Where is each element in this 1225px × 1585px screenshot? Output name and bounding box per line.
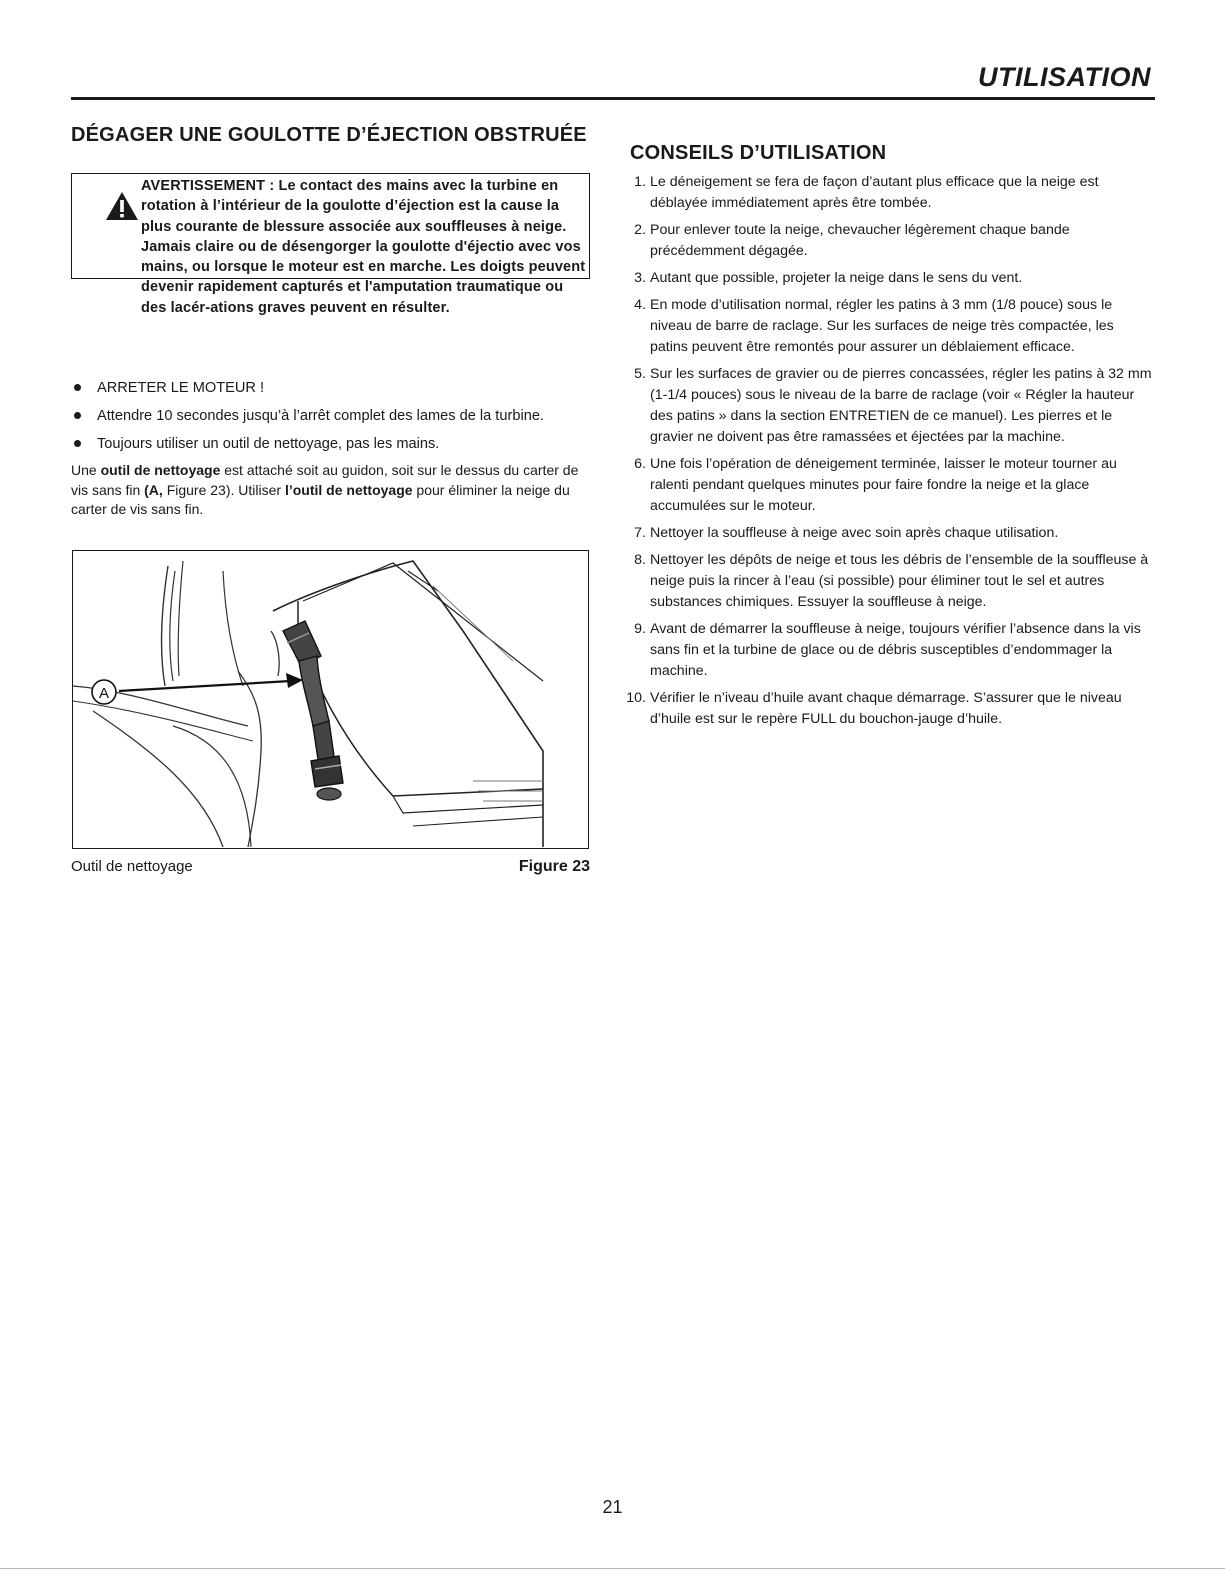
para-text: Une: [71, 462, 101, 478]
tip-number: 5.: [634, 366, 646, 382]
tip-text: En mode d’utilisation normal, régler les patins à 3 mm (1/8 pouce) sous le niveau de barre de raclage. Sur les surfaces de neige très compactée, les patins peuvent être remontés pour assurer un déblaiement efficace.: [650, 297, 1114, 355]
caption-text: Outil de nettoyage: [71, 858, 193, 875]
bullet-text: Toujours utiliser un outil de nettoyage, pas les mains.: [97, 436, 440, 452]
tip-item: [630, 220, 1152, 262]
tip-item: [630, 364, 1152, 448]
para-text: est attaché soit au guidon, soit sur le dessus du carter de vis sans fin: [71, 462, 579, 498]
clean-out-tool-illustration: [73, 551, 587, 847]
figure-23-frame: [72, 550, 589, 849]
para-bold: outil de nettoyage: [100, 462, 221, 478]
warning-triangle-icon: [105, 191, 139, 221]
tip-item: [630, 619, 1152, 682]
tip-text: Nettoyer la souffleuse à neige avec soin après chaque utilisation.: [650, 525, 1059, 541]
bullet-text: Attendre 10 secondes jusqu’à l’arrêt complet des lames de la turbine.: [97, 408, 544, 424]
tip-item: [630, 172, 1152, 214]
tip-text: Autant que possible, projeter la neige dans le sens du vent.: [650, 270, 1023, 286]
clean-out-tool: [283, 621, 343, 800]
tip-number: 9.: [634, 621, 646, 637]
bullet-dot: [74, 384, 81, 391]
bullet-dot: [74, 412, 81, 419]
page-number: 21: [602, 1497, 623, 1517]
tip-number: 8.: [634, 552, 646, 568]
tip-item: [630, 550, 1152, 613]
tip-text: Le déneigement se fera de façon d’autant plus efficace que la neige est déblayée immédiatement après être tombée.: [650, 174, 1099, 211]
tip-item: [626, 688, 1152, 730]
tip-text: Sur les surfaces de gravier ou de pierres concassées, régler les patins à 32 mm (1-1/4 pouces) sous le niveau de la barre de raclage (voir « Régler la hauteur des patins » dans la section ENTRETIEN de ce manuel). Les pierres et le gravier ne doivent pas être ramassées et éjectées par la machine.: [650, 366, 1152, 445]
tip-number: 2.: [634, 222, 646, 238]
tip-number: 7.: [634, 525, 646, 541]
para-text: Figure 23). Utiliser: [162, 481, 285, 498]
para-text: pour éliminer la neige du carter de vis sans fin.: [71, 481, 570, 517]
tip-number: 3.: [634, 270, 646, 286]
tip-text: Vérifier le n’iveau d’huile avant chaque démarrage. S’assurer que le niveau d’huile est sur le repère FULL du bouchon-jauge d’huile.: [650, 690, 1122, 727]
header-rule: [71, 97, 1155, 100]
tip-number: 10.: [626, 690, 646, 706]
tip-number: 6.: [634, 456, 646, 472]
heading-operating-tips: CONSEILS D’UTILISATION: [630, 142, 887, 164]
heading-clear-chute: DÉGAGER UNE GOULOTTE D’ÉJECTION OBSTRUÉE: [71, 124, 587, 146]
tip-text: Une fois l’opération de déneigement terminée, laisser le moteur tourner au ralenti pendant quelques minutes pour faire fondre la neige et la glace accumulées sur le moteur.: [650, 456, 1117, 514]
bullet-text: ARRETER LE MOTEUR !: [97, 380, 265, 396]
tips-list: [626, 172, 1152, 736]
callout-label: A: [98, 685, 110, 702]
section-title: UTILISATION: [978, 62, 1151, 92]
bullet-item: [71, 404, 544, 432]
safety-bullets: [71, 376, 544, 460]
tip-text: Avant de démarrer la souffleuse à neige, toujours vérifier l’absence dans la vis sans fin et la turbine de glace ou de débris susceptibles d’endommager la machine.: [650, 621, 1141, 679]
bullet-dot: [74, 440, 81, 447]
para-bold: l’outil de nettoyage: [284, 481, 413, 498]
tip-item: [630, 523, 1152, 544]
bullet-item: [71, 376, 544, 404]
tip-item: [630, 295, 1152, 358]
para-bold: (A,: [144, 481, 163, 498]
figure-label: Figure 23: [518, 858, 590, 875]
tip-text: Nettoyer les dépôts de neige et tous les débris de l’ensemble de la souffleuse à neige puis la rincer à l’eau (si possible) pour éliminer tout le sel et autres substances chimiques. Essuyer la souffleuse à neige.: [650, 552, 1149, 610]
tip-text: Pour enlever toute la neige, chevaucher légèrement chaque bande précédemment dégagée.: [650, 222, 1070, 259]
tip-item: [630, 454, 1152, 517]
footer-rule: [0, 1568, 1225, 1569]
tip-number: 4.: [634, 297, 646, 313]
warning-text: AVERTISSEMENT : Le contact des mains avec la turbine en rotation à l’intérieur de la goulotte d’éjection est la cause la plus courante de blessure associée aux souffleuses à neige. Jamais claire ou de désengorger la goulotte d'éjectio avec vos mains, ou lorsque le moteur est en marche. Les doigts peuvent devenir rapidement capturés et l'amputation traumatique ou des lacér-ations graves peuvent en résulter.: [141, 178, 586, 316]
clean-out-tool-paragraph: [71, 461, 589, 520]
tip-number: 1.: [634, 174, 646, 190]
bullet-item: [71, 432, 544, 460]
tip-item: [630, 268, 1152, 289]
